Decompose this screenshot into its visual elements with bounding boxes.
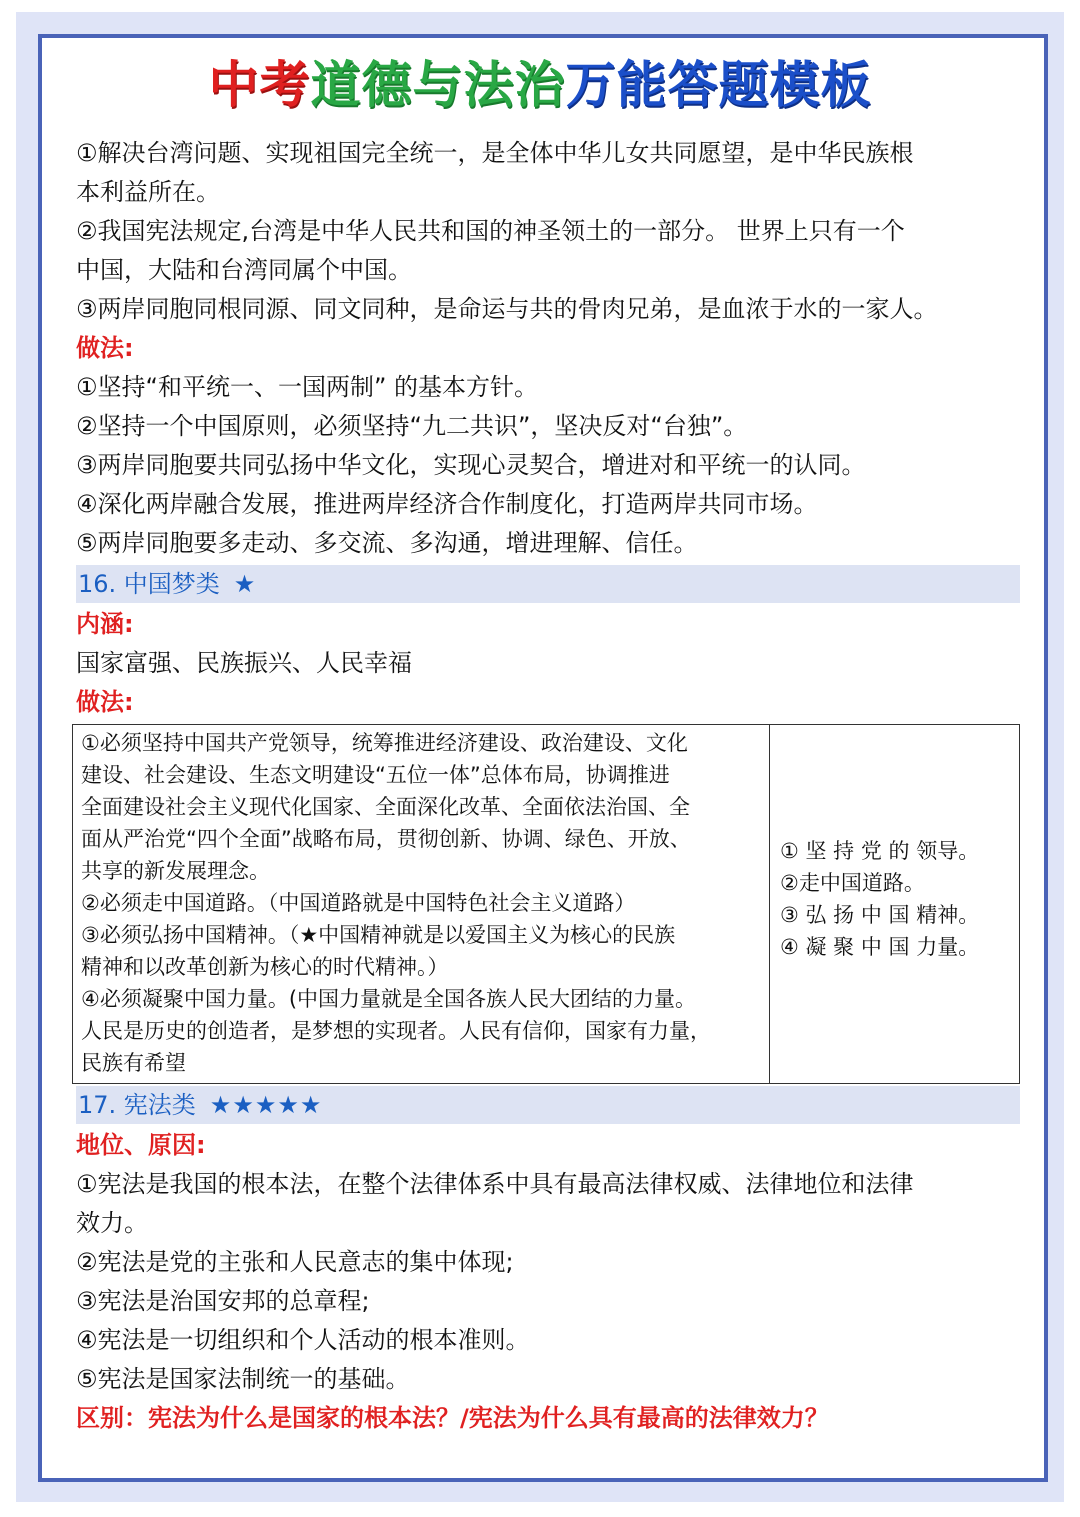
section-heading-text: 17. 宪法类 xyxy=(78,1091,196,1119)
section-16-heading xyxy=(76,565,1020,603)
table-line: 建设、社会建设、生态文明建设“五位一体”总体布局，协调推进 xyxy=(81,763,670,787)
table-line: 人民是历史的创造者，是梦想的实现者。人民有信仰，国家有力量， xyxy=(81,1019,711,1043)
table-line: 精神和以改革创新为核心的时代精神。） xyxy=(81,955,449,979)
method-label: 做法: xyxy=(76,688,134,716)
title-part-3: 万能答题模板 xyxy=(565,56,872,114)
text-line: 本利益所在。 xyxy=(76,178,220,206)
page-title xyxy=(0,50,1080,120)
text-line: ⑤宪法是国家法制统一的基础。 xyxy=(76,1365,410,1393)
method-table xyxy=(72,724,1020,1084)
text-line: ②宪法是党的主张和人民意志的集中体现; xyxy=(76,1248,514,1276)
section-heading-text: 16. 中国梦类 xyxy=(78,570,220,598)
summary-line: ③ 弘 扬 中 国 精神。 xyxy=(780,903,980,927)
text-line: ①解决台湾问题、实现祖国完全统一，是全体中华儿女共同愿望，是中华民族根 xyxy=(76,139,914,167)
title-part-2: 道德与法治 xyxy=(310,56,566,114)
summary-line: ① 坚 持 党 的 领导。 xyxy=(780,839,980,863)
meaning-label: 内涵: xyxy=(76,610,134,638)
document-body xyxy=(76,134,1020,1438)
method-item: ②坚持一个中国原则，必须坚持“九二共识”，坚决反对“台独”。 xyxy=(76,412,748,440)
method-label: 做法: xyxy=(76,334,134,362)
table-line: 共享的新发展理念。 xyxy=(81,859,270,883)
text-line: 中国，大陆和台湾同属个中国。 xyxy=(76,256,412,284)
table-line: 全面建设社会主义现代化国家、全面深化改革、全面依法治国、全 xyxy=(81,795,690,819)
table-line: ②必须走中国道路。（中国道路就是中国特色社会主义道路） xyxy=(81,891,636,915)
text-line: 效力。 xyxy=(76,1209,148,1237)
method-item: ①坚持“和平统一、一国两制” 的基本方针。 xyxy=(76,373,539,401)
text-line: ③两岸同胞同根同源、同文同种，是命运与共的骨肉兄弟，是血浓于水的一家人。 xyxy=(76,295,938,323)
status-label: 地位、原因: xyxy=(76,1131,206,1159)
section-17-heading xyxy=(76,1086,1020,1124)
text-line: ④宪法是一切组织和个人活动的根本准则。 xyxy=(76,1326,530,1354)
title-part-1: 中考 xyxy=(208,56,311,114)
table-line: 民族有希望 xyxy=(81,1051,186,1075)
method-summary-cell xyxy=(770,725,1020,1084)
text-line: ②我国宪法规定,台湾是中华人民共和国的神圣领土的一部分。 世界上只有一个 xyxy=(76,217,905,245)
star-rating: ★★★★★ xyxy=(209,1091,323,1119)
star-rating: ★ xyxy=(233,570,257,598)
difference-question: 区别：宪法为什么是国家的根本法？/宪法为什么具有最高的法律效力？ xyxy=(76,1404,829,1432)
table-line: 面从严治党“四个全面”战略布局，贯彻创新、协调、绿色、开放、 xyxy=(81,827,691,851)
method-item: ④深化两岸融合发展，推进两岸经济合作制度化，打造两岸共同市场。 xyxy=(76,490,818,518)
method-item: ③两岸同胞要共同弘扬中华文化，实现心灵契合，增进对和平统一的认同。 xyxy=(76,451,866,479)
text-line: ③宪法是治国安邦的总章程; xyxy=(76,1287,370,1315)
table-line: ③必须弘扬中国精神。（★中国精神就是以爱国主义为核心的民族 xyxy=(81,923,676,947)
summary-line: ④ 凝 聚 中 国 力量。 xyxy=(780,935,980,959)
text-line: ①宪法是我国的根本法，在整个法律体系中具有最高法律权威、法律地位和法律 xyxy=(76,1170,914,1198)
meaning-text: 国家富强、民族振兴、人民幸福 xyxy=(76,649,412,677)
summary-line: ②走中国道路。 xyxy=(780,871,925,895)
table-line: ①必须坚持中国共产党领导，统筹推进经济建设、政治建设、文化 xyxy=(81,731,688,755)
method-detail-cell xyxy=(73,725,770,1084)
method-item: ⑤两岸同胞要多走动、多交流、多沟通，增进理解、信任。 xyxy=(76,529,698,557)
table-line: ④必须凝聚中国力量。(中国力量就是全国各族人民大团结的力量。 xyxy=(81,987,697,1011)
